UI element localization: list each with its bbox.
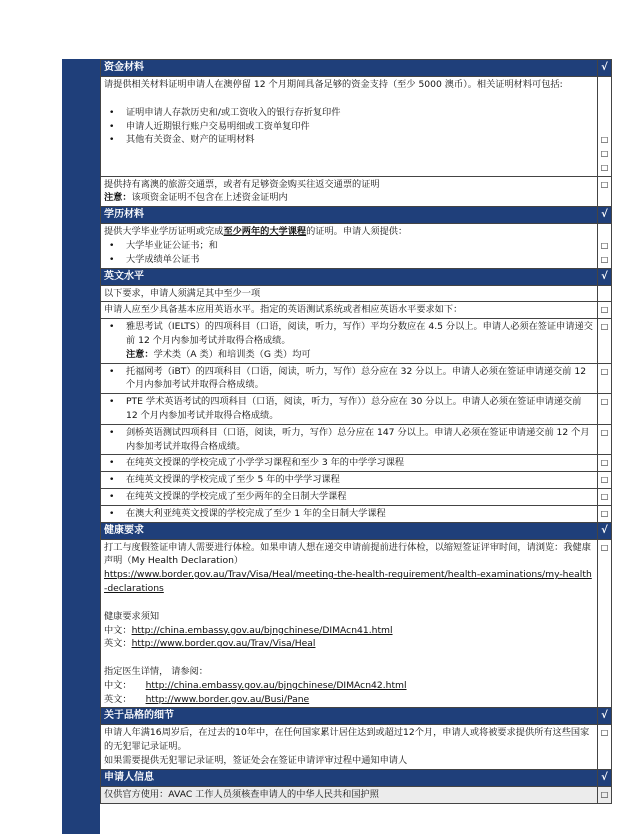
ielts-note: 学术类（A 类）和培训类（G 类）均可 [153,348,311,360]
funds-ticket-row [101,176,612,207]
section-title: 英文水平 [101,268,598,285]
checkbox[interactable]: □ [600,427,609,437]
checkbox[interactable]: □ [600,179,609,189]
section-header-english [101,268,612,285]
checkbox[interactable]: □ [600,458,609,468]
official-use-row [101,786,612,803]
section-header-funds [101,60,612,77]
list-item: • 大学成绩单公证书 [104,253,594,267]
section-title: 申请人信息 [101,769,598,786]
section-header-education [101,207,612,224]
character-row [101,725,612,769]
english-school5-row [101,472,612,489]
note-label: 注意： [104,192,132,204]
check-mark-icon: √ [598,268,612,285]
english-requirement: 以下要求，申请人须满足其中至少一项 [101,285,598,302]
checkbox[interactable]: □ [600,135,609,145]
note-label: 注意： [126,348,154,360]
cn-notice-link[interactable]: http://china.embassy.gov.au/bjngchinese/DIMAcn41.html [131,624,393,636]
english-school3-row [101,455,612,472]
english-aus1-row [101,505,612,522]
health-notice-title: 健康要求须知 [104,610,160,622]
english-cambridge-row [101,424,612,455]
health-intro: 打工与度假签证申请人需要进行体检。如果申请人想在递交申请前提前进行体检，以缩短签证评审时间，请浏览：我健康声明（My Health Declaration） [104,541,591,567]
education-intro-end: 的证明。申请人须提供： [306,226,408,238]
checkbox[interactable]: □ [600,508,609,518]
en-doctor-link[interactable]: http://www.border.gov.au/Busi/Pane [145,693,310,705]
section-header-applicant [101,769,612,786]
lang-label: 英文： [104,638,132,650]
checkbox[interactable]: □ [600,240,609,250]
checklist-table [100,59,612,804]
english-basic-row [101,302,612,319]
checkbox[interactable]: □ [600,475,609,485]
lang-label: 中文： [104,679,132,691]
english-uni2-row [101,488,612,505]
education-row [101,224,612,268]
list-item: • 大学毕业证公证书；和 [104,239,594,253]
checkbox[interactable]: □ [600,397,609,407]
checkbox[interactable]: □ [600,789,609,799]
check-mark-icon: √ [598,769,612,786]
section-title: 学历材料 [101,207,598,224]
lang-label: 中文： [104,624,132,636]
list-item: • 其他有关资金、财产的证明材料 [104,133,594,147]
uni2-text: • 在纯英文授课的学校完成了至少两年的全日制大学课程 [104,490,594,504]
checkbox[interactable]: □ [600,305,609,315]
school3-text: • 在纯英文授课的学校完成了小学学习课程和至少 3 年的中学学习课程 [104,456,594,470]
education-intro: 提供大学毕业学历证明或完成 [104,226,224,238]
english-ielts-row [101,319,612,363]
doctor-title: 指定医生详情， 请参阅： [104,666,208,678]
health-row [101,539,612,708]
checkbox[interactable]: □ [600,542,609,552]
checkbox[interactable]: □ [600,322,609,332]
section-title: 健康要求 [101,522,598,539]
checkbox[interactable]: □ [600,254,609,264]
funds-materials-row [101,77,612,177]
section-header-character [101,708,612,725]
list-item: • 申请人近期银行账户交易明细或工资单复印件 [104,120,594,134]
aus1-text: • 在澳大利亚纯英文授课的学校完成了至少 1 年的全日制大学课程 [104,507,594,521]
check-mark-icon: √ [598,60,612,77]
checkbox[interactable]: □ [600,162,609,172]
character-text-2: 如果需要提供无犯罪记录证明，签证处会在签证申请评审过程中通知申请人 [104,755,408,767]
funds-intro: 请提供相关材料证明申请人在澳停留 12 个月期间具备足够的资金支持（至少 5000 澳币）。相关证明材料可包括: [104,79,563,90]
character-text: 申请人年满16周岁后，在过去的10年中，在任何国家累计居住达到或超过12个月，申请人或将被要求提供所有这些国家的无犯罪记录证明。 [104,727,590,753]
checkbox[interactable]: □ [600,366,609,376]
english-basic: 申请人应至少具备基本应用英语水平。指定的英语测试系统或者相应英语水平要求如下： [101,302,598,319]
english-pte-row [101,394,612,425]
english-ibt-row [101,363,612,394]
check-mark-icon: √ [598,207,612,224]
education-emphasis: 至少两年的大学课程 [223,226,307,238]
english-requirement-row [101,285,612,302]
health-declaration-link[interactable]: https://www.border.gov.au/Trav/Visa/Heal/meeting-the-health-requirement/health-examinations/my-health-declarations [104,569,592,594]
school5-text: • 在纯英文授课的学校完成了至少 5 年的中学学习课程 [104,473,594,487]
ielts-text: • 雅思考试（IELTS）的四项科目（口语，阅读，听力，写作）平均分数应在 4.5 分以上。申请人必须在签证申请递交前 12 个月内参加考试并取得合格成绩。 [104,320,594,348]
section-title: 关于品格的细节 [101,708,598,725]
section-header-health [101,522,612,539]
ticket-text: 提供持有离澳的旅游交通票，或者有足够资金购买往返交通票的证明 [104,178,380,190]
note-text: 该项资金证明不包含在上述资金证明内 [131,192,288,204]
check-mark-icon: √ [598,522,612,539]
check-mark-icon: √ [598,708,612,725]
left-sidebar-band [62,59,100,834]
pte-text: • PTE 学术英语考试的四项科目（口语，阅读，听力，写作））总分应在 30 分以上。申请人必须在签证申请递交前 12 个月内参加考试并取得合格成绩。 [104,395,594,423]
official-use-text: 仅供官方使用：AVAC 工作人员须核查申请人的中华人民共和国护照 [101,786,598,803]
en-notice-link[interactable]: http://www.border.gov.au/Trav/Visa/Heal [131,638,316,650]
list-item: • 证明申请人存款历史和/或工资收入的银行存折复印件 [104,106,594,120]
cn-doctor-link[interactable]: http://china.embassy.gov.au/bjngchinese/DIMAcn42.html [145,679,407,691]
ibt-text: • 托福网考（iBT）的四项科目（口语，阅读，听力，写作）总分应在 32 分以上。申请人必须在签证申请递交前 12 个月内参加考试并取得合格成绩。 [104,365,594,393]
cambridge-text: • 剑桥英语测试四项科目（口语，阅读，听力，写作）总分应在 147 分以上。申请人必须在签证申请递交前 12 个月内参加考试并取得合格成绩。 [104,426,594,454]
checkbox[interactable]: □ [600,148,609,158]
checkbox[interactable]: □ [600,491,609,501]
lang-label: 英文： [104,693,132,705]
checkbox[interactable]: □ [600,728,609,738]
section-title: 资金材料 [101,60,598,77]
